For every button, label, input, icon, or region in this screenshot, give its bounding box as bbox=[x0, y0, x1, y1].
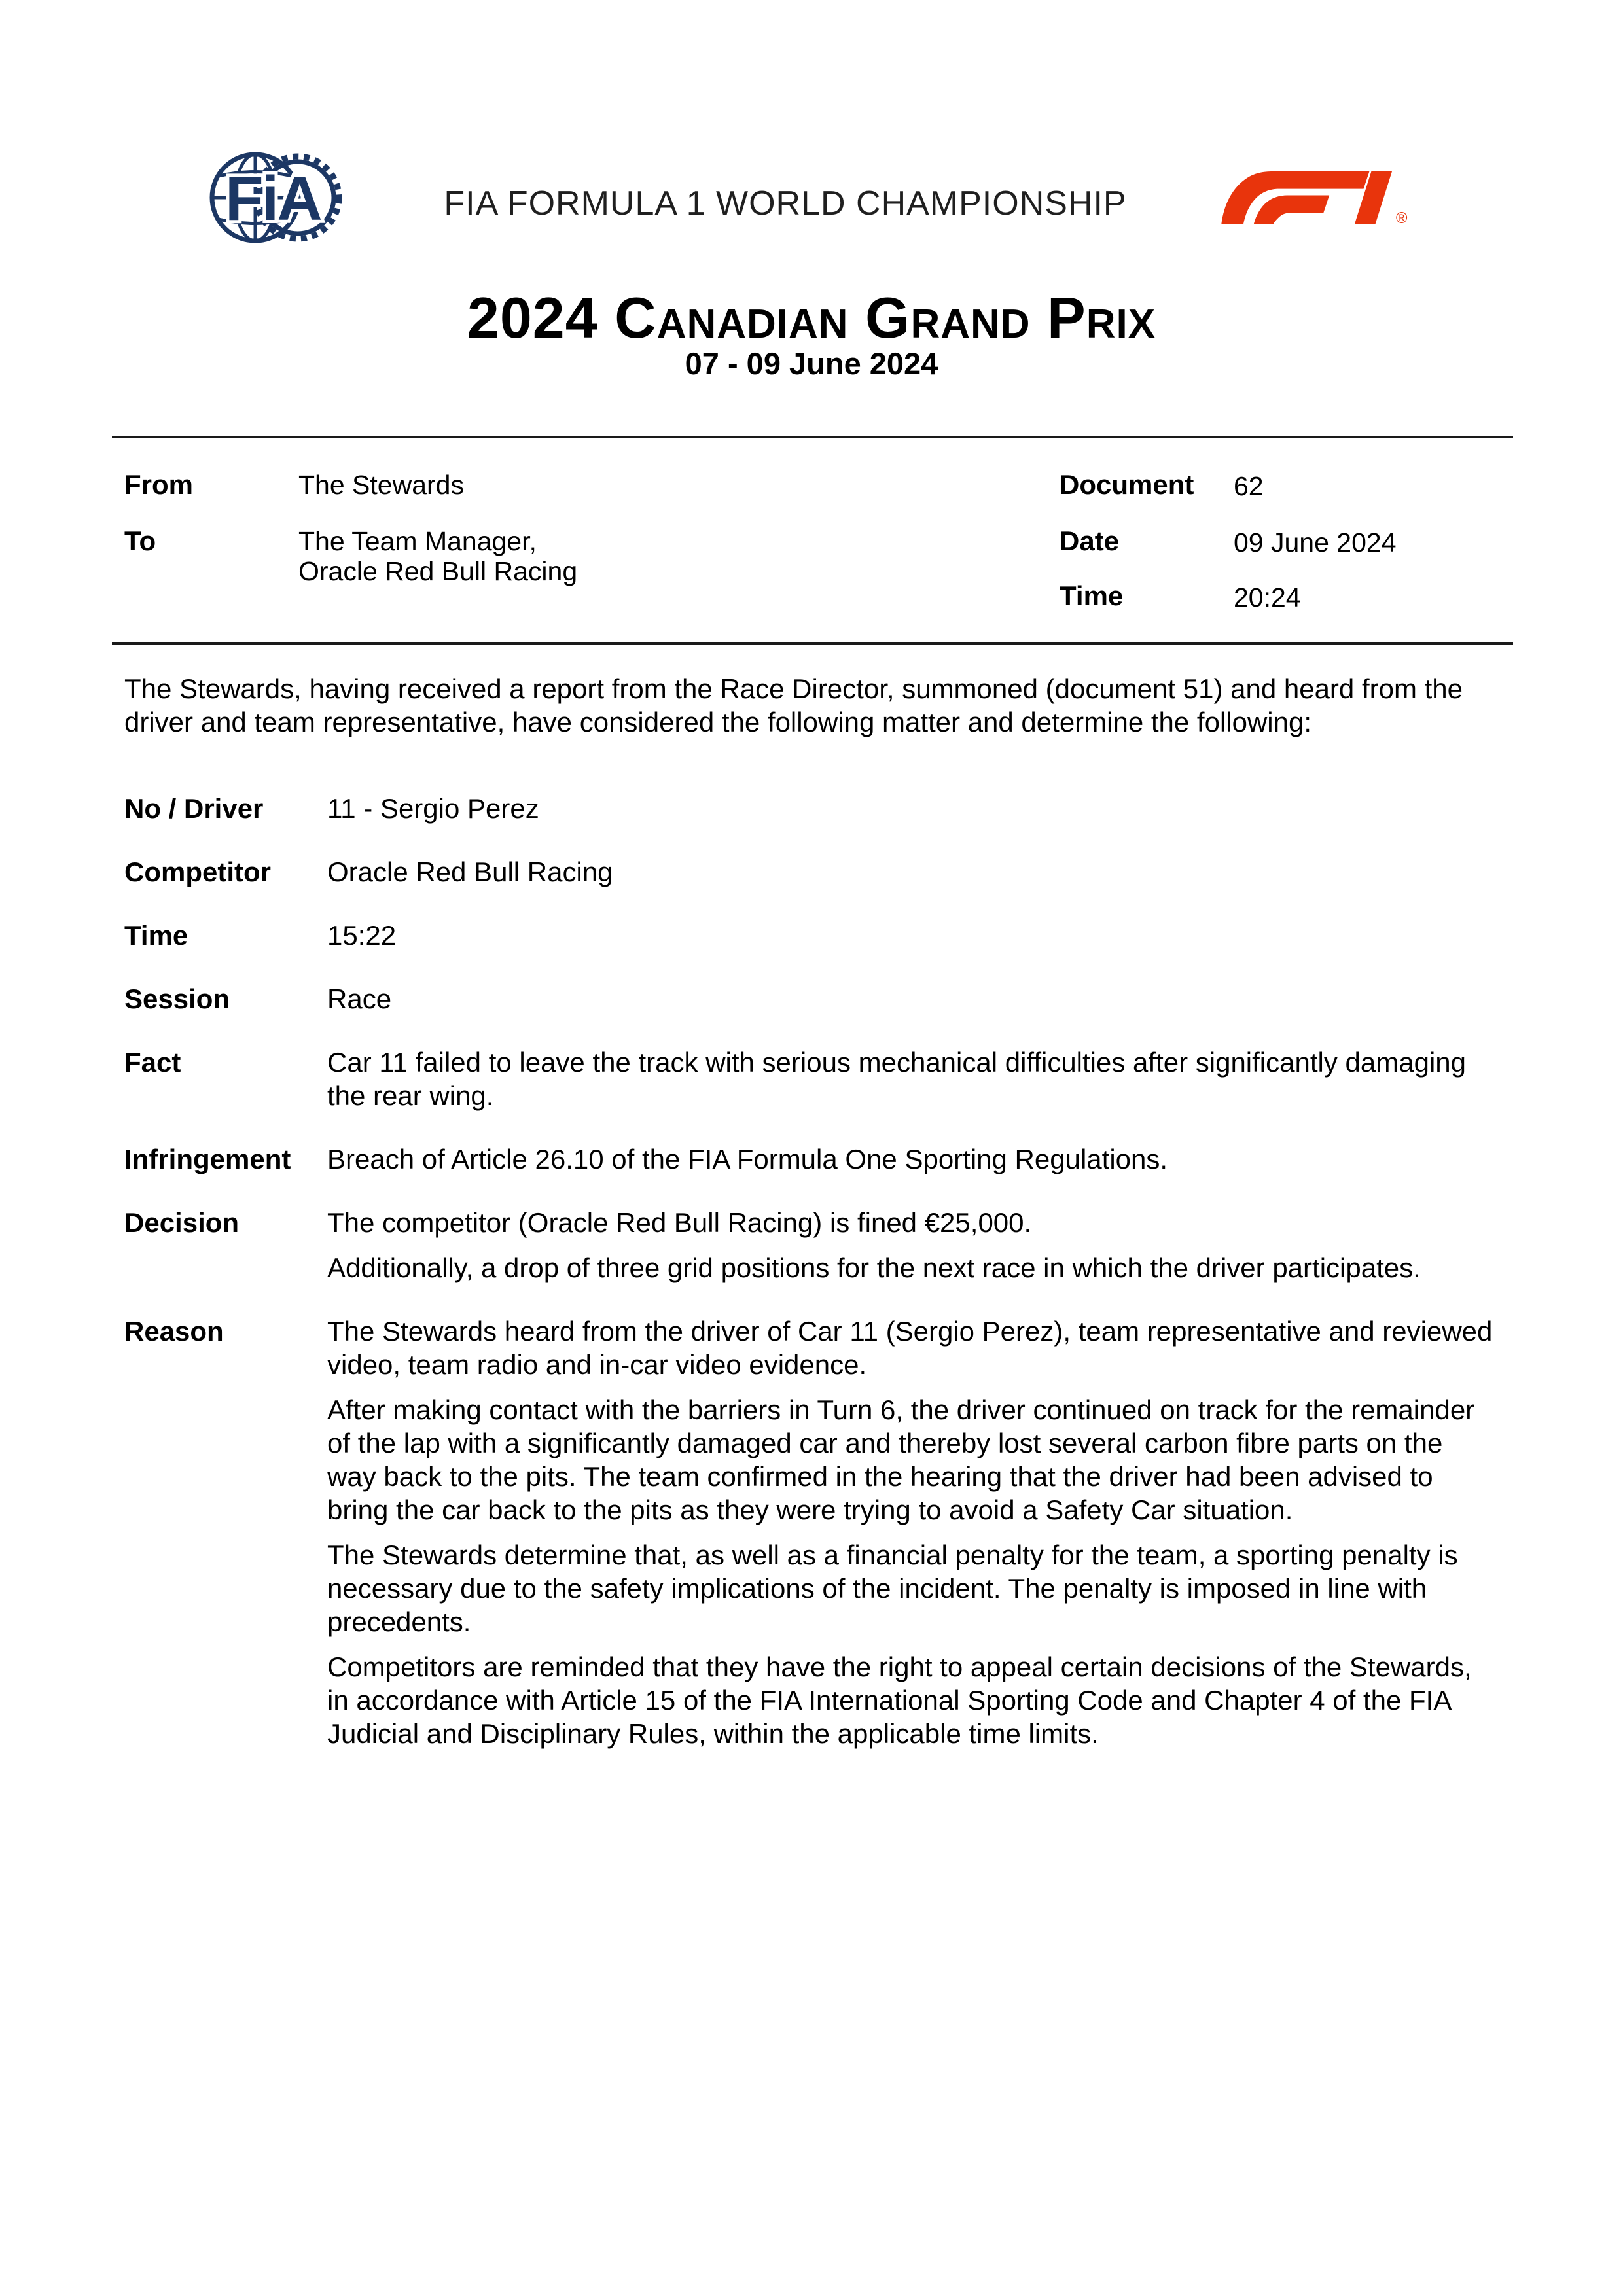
field-label: Infringement bbox=[124, 1144, 291, 1174]
field-row-session bbox=[124, 982, 1499, 1016]
field-row-competitor bbox=[124, 855, 1499, 889]
field-paragraph: The Stewards determine that, as well as a financial penalty for the team, a sporting penalty is necessary due to the safety implications of the incident. The penalty is imposed in line with precedents. bbox=[327, 1540, 1458, 1637]
field-row-time bbox=[124, 919, 1499, 952]
field-label: Decision bbox=[124, 1207, 240, 1238]
field-label: Competitor bbox=[124, 857, 271, 887]
fia-logo bbox=[209, 152, 344, 243]
field-value bbox=[327, 855, 1499, 889]
fia-logo-text: FiA bbox=[225, 164, 321, 234]
time-value: 20:24 bbox=[1234, 582, 1301, 612]
f1-middle-band bbox=[1254, 196, 1330, 224]
field-value bbox=[327, 1315, 1499, 1750]
field-value bbox=[327, 982, 1499, 1016]
document-label: Document bbox=[1060, 469, 1194, 500]
field-label: No / Driver bbox=[124, 793, 264, 824]
divider-top bbox=[112, 436, 1513, 438]
event-title: 2024 Canadian Grand Prix bbox=[467, 285, 1156, 350]
field-row-infringement bbox=[124, 1142, 1499, 1176]
f1-logo bbox=[1216, 171, 1410, 224]
document-value: 62 bbox=[1234, 471, 1264, 501]
event-dates: 07 - 09 June 2024 bbox=[685, 346, 938, 381]
field-label: Reason bbox=[124, 1316, 224, 1347]
from-label: From bbox=[124, 469, 193, 500]
field-paragraph: After making contact with the barriers in Turn 6, the driver continued on track for the remainder of the lap with a significantly damaged car and thereby lost several carbon fibre parts on the way back to the pits. The team confirmed in the hearing that the driver had been advised to bring the car back to the pits as they were trying to avoid a Safety Car situation. bbox=[327, 1394, 1475, 1525]
field-value bbox=[327, 1142, 1499, 1176]
field-value bbox=[327, 1206, 1499, 1284]
championship-line: FIA FORMULA 1 WORLD CHAMPIONSHIP bbox=[444, 185, 1127, 222]
field-paragraph: Competitors are reminded that they have the right to appeal certain decisions of the Stewards, in accordance with Article 15 of the FIA International Sporting Code and Chapter 4 of the FIA Judicial and Disciplinary Rules, within the applicable time limits. bbox=[327, 1651, 1472, 1749]
to-value bbox=[298, 526, 577, 586]
field-paragraph: Car 11 failed to leave the track with serious mechanical difficulties after significantly damaging the rear wing. bbox=[327, 1047, 1466, 1111]
field-paragraph: The Stewards heard from the driver of Car 11 (Sergio Perez), team representative and reviewed video, team radio and in-car video evidence. bbox=[327, 1316, 1493, 1380]
document-body bbox=[124, 672, 1499, 1780]
to-value-line1: The Team Manager, bbox=[298, 526, 537, 556]
field-row-reason bbox=[124, 1315, 1499, 1750]
field-value bbox=[327, 1046, 1499, 1112]
field-paragraph: Additionally, a drop of three grid positions for the next race in which the driver participates. bbox=[327, 1252, 1421, 1283]
field-paragraph: 11 - Sergio Perez bbox=[327, 793, 539, 824]
field-value bbox=[327, 919, 1499, 952]
date-value: 09 June 2024 bbox=[1234, 527, 1397, 557]
field-paragraph: Breach of Article 26.10 of the FIA Formula One Sporting Regulations. bbox=[327, 1144, 1168, 1174]
field-paragraph: Oracle Red Bull Racing bbox=[327, 857, 613, 887]
field-label: Fact bbox=[124, 1047, 181, 1078]
field-row-no-driver bbox=[124, 792, 1499, 825]
to-value-line2: Oracle Red Bull Racing bbox=[298, 556, 578, 586]
field-value bbox=[327, 792, 1499, 825]
intro-paragraph: The Stewards, having received a report from the Race Director, summoned (document 51) and heard from the driver and team representative, have considered the following matter and determine the following: bbox=[124, 673, 1463, 737]
field-paragraph: Race bbox=[327, 983, 392, 1014]
field-label: Time bbox=[124, 920, 188, 951]
date-label: Date bbox=[1060, 525, 1120, 556]
field-label: Session bbox=[124, 983, 230, 1014]
field-paragraph: The competitor (Oracle Red Bull Racing) is fined €25,000. bbox=[327, 1207, 1032, 1238]
divider-bottom bbox=[112, 642, 1513, 645]
time-label: Time bbox=[1060, 580, 1124, 611]
from-value: The Stewards bbox=[298, 470, 464, 500]
field-row-fact bbox=[124, 1046, 1499, 1112]
field-row-decision bbox=[124, 1206, 1499, 1284]
field-paragraph: 15:22 bbox=[327, 920, 397, 951]
f1-registered-mark: ® bbox=[1395, 210, 1408, 224]
to-label: To bbox=[124, 525, 156, 556]
